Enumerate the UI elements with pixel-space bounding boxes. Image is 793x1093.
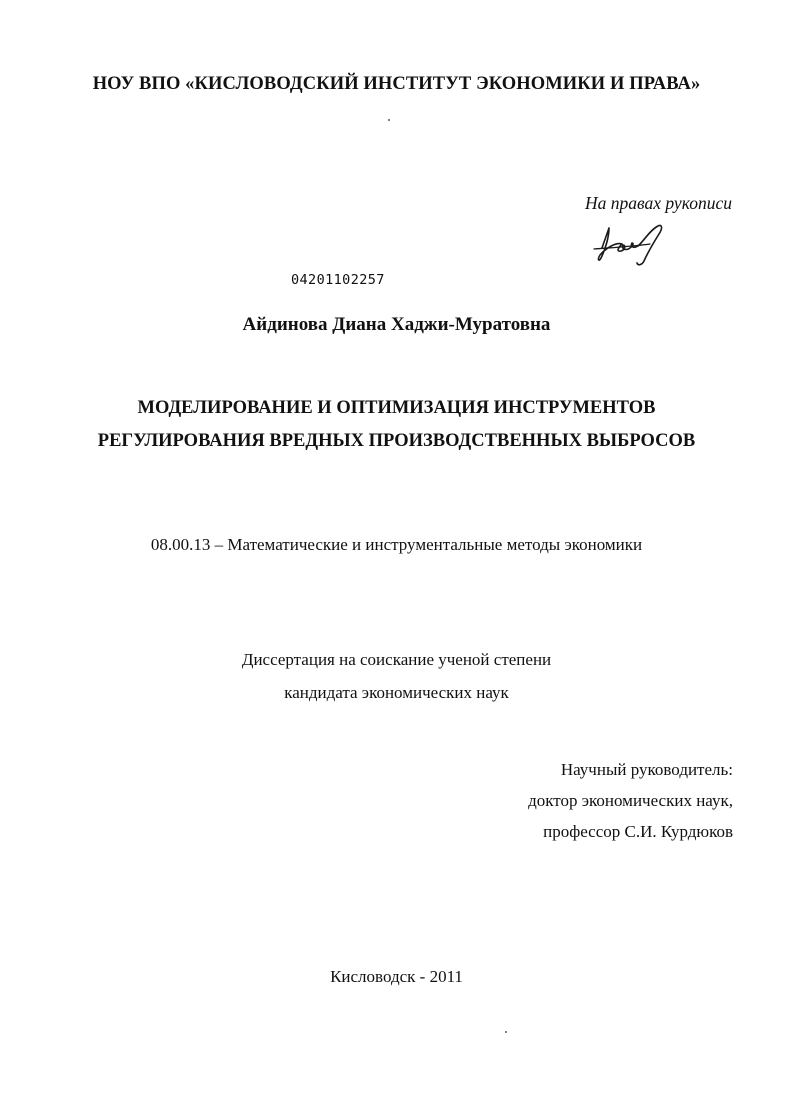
specialty-code: 08.00.13 – Математические и инструментальные методы экономики: [150, 535, 643, 554]
supervisor-degree: доктор экономических наук,: [528, 791, 733, 810]
scan-speck: [505, 1031, 507, 1033]
signature: [588, 218, 670, 270]
thesis-title-line-2: РЕГУЛИРОВАНИЯ ВРЕДНЫХ ПРОИЗВОДСТВЕННЫХ ВЫБРОСОВ: [97, 431, 696, 451]
registry-number: 04201102257: [291, 272, 385, 288]
supervisor-name: профессор С.И. Курдюков: [543, 822, 733, 841]
city-year: Кисловодск - 2011: [330, 967, 463, 986]
supervisor-block: [420, 754, 733, 847]
institute-name: НОУ ВПО «КИСЛОВОДСКИЙ ИНСТИТУТ ЭКОНОМИКИ И ПРАВА»: [92, 74, 701, 94]
manuscript-note: На правах рукописи: [585, 193, 732, 213]
supervisor-label: Научный руководитель:: [560, 760, 733, 779]
scan-speck: [388, 119, 390, 121]
degree-line-2: кандидата экономических наук: [284, 683, 509, 702]
thesis-title-line-1: МОДЕЛИРОВАНИЕ И ОПТИМИЗАЦИЯ ИНСТРУМЕНТОВ: [137, 398, 656, 418]
author-name: Айдинова Диана Хаджи-Муратовна: [242, 314, 551, 335]
degree-line-1: Диссертация на соискание ученой степени: [241, 650, 552, 669]
